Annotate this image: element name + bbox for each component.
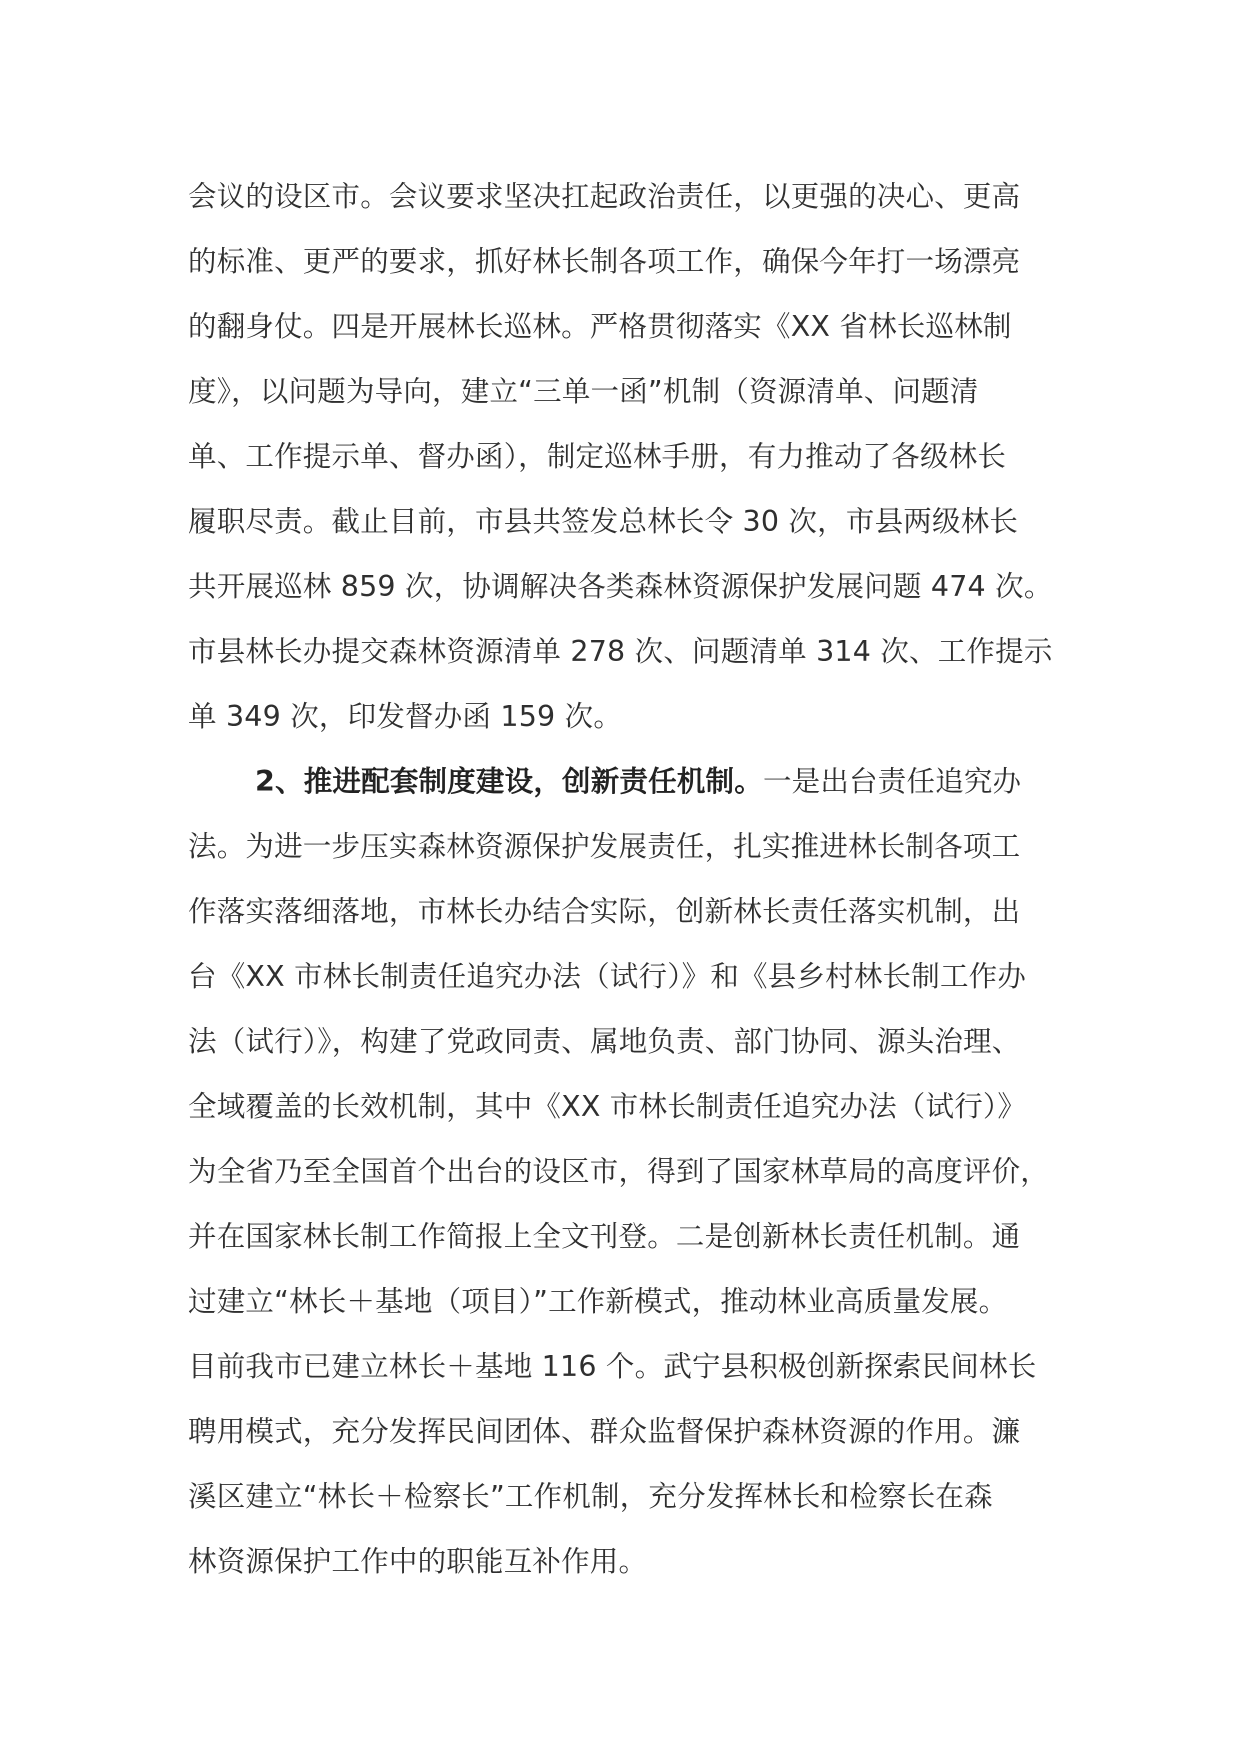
paragraph-line: 目前我市已建立林长＋基地 116 个。武宁县积极创新探索民间林长 [188, 1350, 1037, 1383]
paragraph-line: 台《XX 市林长制责任追究办法（试行）》和《县乡村林长制工作办 [188, 960, 1027, 993]
section-2-heading: 2、推进配套制度建设，创新责任机制。 [255, 765, 763, 798]
paragraph-line: 单、工作提示单、督办函），制定巡林手册，有力推动了各级林长 [188, 440, 1007, 473]
paragraph-line: 市县林长办提交森林资源清单 278 次、问题清单 314 次、工作提示 [188, 635, 1053, 668]
paragraph-line: 会议的设区市。会议要求坚决扛起政治责任，以更强的决心、更高 [188, 180, 1021, 213]
paragraph-line: 全域覆盖的长效机制，其中《XX 市林长制责任追究办法（试行）》 [188, 1090, 1027, 1123]
paragraph-line: 溪区建立“林长＋检察长”工作机制，充分发挥林长和检察长在森 [188, 1480, 993, 1513]
paragraph-line: 作落实落细落地，市林长办结合实际，创新林长责任落实机制，出 [188, 895, 1021, 928]
paragraph-line: 共开展巡林 859 次，协调解决各类森林资源保护发展问题 474 次。 [188, 570, 1053, 603]
paragraph-line: 聘用模式，充分发挥民间团体、群众监督保护森林资源的作用。濂 [188, 1415, 1021, 1448]
paragraph-line: 林资源保护工作中的职能互补作用。 [188, 1545, 648, 1578]
section-2-first-line-text: 一是出台责任追究办 [762, 765, 1022, 798]
paragraph-line: 过建立“林长＋基地（项目）”工作新模式，推动林业高质量发展。 [188, 1285, 1008, 1318]
paragraph-line: 度》，以问题为导向，建立“三单一函”机制（资源清单、问题清 [188, 375, 979, 408]
paragraph-line: 的翻身仗。四是开展林长巡林。严格贯彻落实《XX 省林长巡林制 [188, 310, 1012, 343]
paragraph-line: 履职尽责。截止目前，市县共签发总林长令 30 次，市县两级林长 [188, 505, 1019, 538]
paragraph-line: 单 349 次，印发督办函 159 次。 [188, 700, 623, 733]
paragraph-line: 法。为进一步压实森林资源保护发展责任，扎实推进林长制各项工 [188, 830, 1021, 863]
section-2-first-line [188, 749, 1068, 814]
paragraph-line: 并在国家林长制工作简报上全文刊登。二是创新林长责任机制。通 [188, 1220, 1021, 1253]
document-body [188, 164, 1068, 1594]
paragraph-line: 的标准、更严的要求，抓好林长制各项工作，确保今年打一场漂亮 [188, 245, 1021, 278]
paragraph-line: 法（试行）》，构建了党政同责、属地负责、部门协同、源头治理、 [188, 1025, 1021, 1058]
paragraph-line: 为全省乃至全国首个出台的设区市，得到了国家林草局的高度评价， [188, 1155, 1050, 1188]
